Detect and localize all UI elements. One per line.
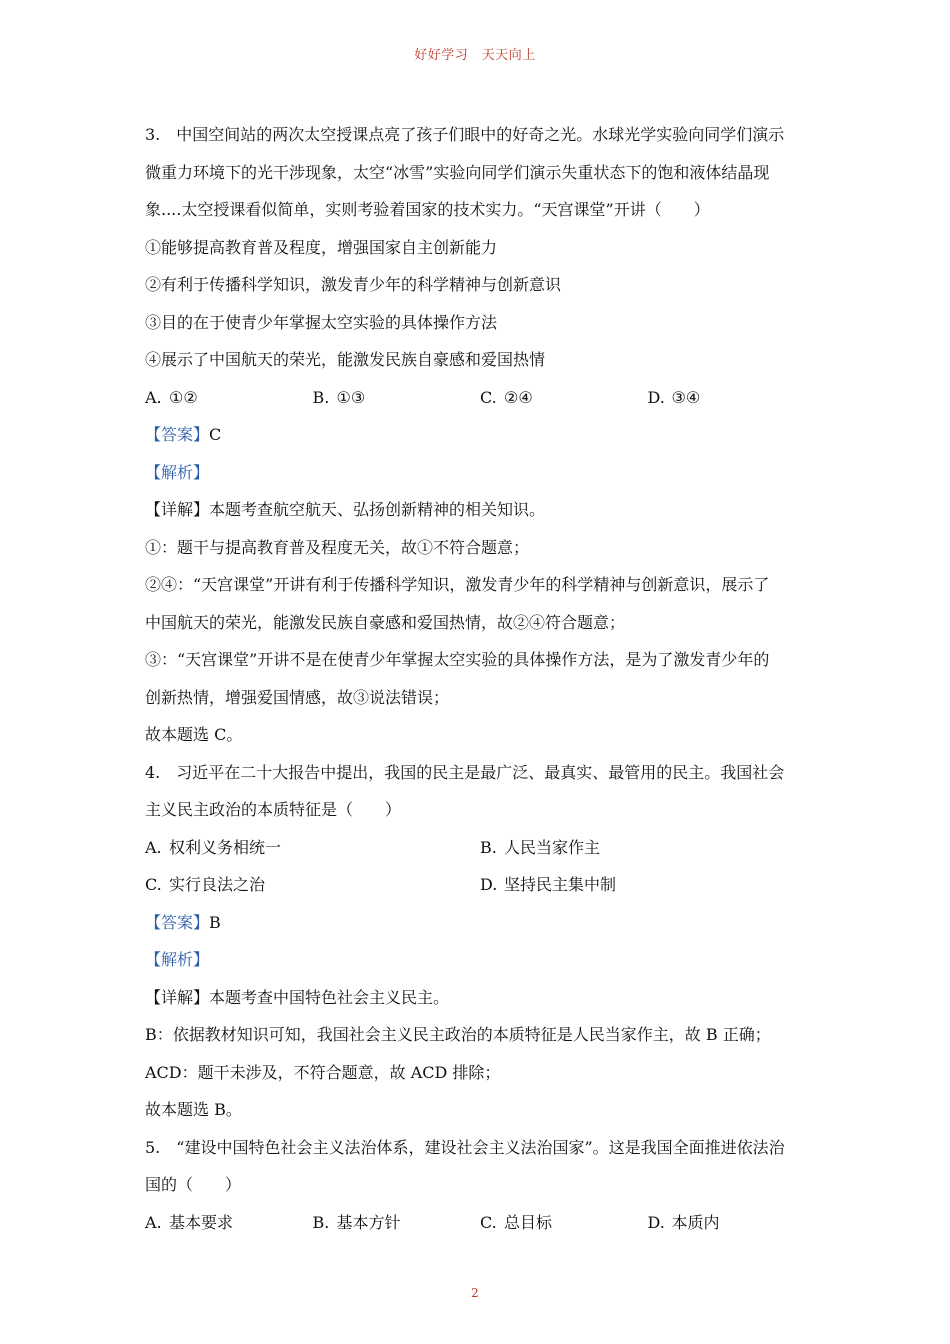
q4-explain-2: ACD：题干未涉及，不符合题意，故 ACD 排除； <box>145 1062 501 1082</box>
answer-tag: 【答案】 <box>145 912 210 932</box>
q4-option-d: D. 坚持民主集中制 <box>480 875 617 894</box>
answer-value: C <box>209 425 222 444</box>
q4-options-row-1 <box>145 829 815 867</box>
q3-item-3: ③目的在于使青少年掌握太空实验的具体操作方法 <box>145 312 498 332</box>
q4-answer <box>145 904 815 942</box>
q5-stem-line-1: 5. “建设中国特色社会主义法治体系，建设社会主义法治国家”。这是我国全面推进依法治 <box>145 1137 785 1157</box>
q3-options <box>145 379 815 417</box>
q3-analysis-tag: 【解析】 <box>145 462 210 482</box>
answer-tag: 【答案】 <box>145 425 210 444</box>
q3-option-c: C. ②④ <box>480 387 533 407</box>
q3-item-2: ②有利于传播科学知识，激发青少年的科学精神与创新意识 <box>145 275 562 294</box>
q4-option-a: A. 权利义务相统一 <box>145 837 282 857</box>
q4-option-c: C. 实行良法之治 <box>145 875 266 894</box>
q3-explain-1: ①：题干与提高教育普及程度无关，故①不符合题意； <box>145 537 530 557</box>
q3-explain-2: ②④：“天宫课堂”开讲有利于传播科学知识，激发青少年的科学精神与创新意识，展示了 <box>145 575 770 594</box>
q3-explain-6: 故本题选 C。 <box>145 725 243 744</box>
q5-option-a: A. 基本要求 <box>145 1212 234 1232</box>
q3-item-4: ④展示了中国航天的荣光，能激发民族自豪感和爱国热情 <box>145 350 546 369</box>
page-header-motto: 好好学习 天天向上 <box>414 48 536 63</box>
q3-option-b: B. ①③ <box>312 387 366 407</box>
q4-analysis-tag: 【解析】 <box>145 950 210 969</box>
q3-explain-5: 创新热情，增强爱国情感，故③说法错误； <box>145 687 450 707</box>
q4-explain-3: 故本题选 B。 <box>145 1100 242 1119</box>
q3-option-a: A. ①② <box>145 387 198 407</box>
q3-explain-4: ③：“天宫课堂”开讲不是在使青少年掌握太空实验的具体操作方法，是为了激发青少年的 <box>145 650 770 669</box>
q3-stem-line-1: 3. 中国空间站的两次太空授课点亮了孩子们眼中的好奇之光。水球光学实验向同学们演示 <box>145 125 785 144</box>
detail-tag: 【详解】 <box>145 500 210 519</box>
q4-stem-line-1: 4. 习近平在二十大报告中提出，我国的民主是最广泛、最真实、最管用的民主。我国社会 <box>145 762 785 782</box>
q3-answer <box>145 416 815 454</box>
q4-options-row-2 <box>145 866 815 904</box>
q3-stem-line-3: 象....太空授课看似简单，实则考验着国家的技术实力。“天宫课堂”开讲（ ） <box>145 200 710 219</box>
answer-value: B <box>209 912 221 932</box>
q3-option-d: D. ③④ <box>647 387 701 407</box>
q3-explain-3: 中国航天的荣光，能激发民族自豪感和爱国热情，故②④符合题意； <box>145 612 626 632</box>
document-body <box>145 116 815 1241</box>
page-number: 2 <box>471 1286 479 1300</box>
q3-stem-line-2: 微重力环境下的光干涉现象，太空“冰雪”实验向同学们演示失重状态下的饱和液体结晶现 <box>145 162 770 182</box>
q5-stem-line-2: 国的（ ） <box>145 1175 242 1194</box>
q4-explain-1: B：依据教材知识可知，我国社会主义民主政治的本质特征是人民当家作主，故 B 正确； <box>145 1025 771 1044</box>
q4-detail: 【详解】本题考查中国特色社会主义民主。 <box>145 987 450 1007</box>
q4-option-b: B. 人民当家作主 <box>480 837 601 857</box>
q5-option-c: C. 总目标 <box>480 1212 553 1232</box>
q5-options <box>145 1204 815 1242</box>
q5-option-b: B. 基本方针 <box>312 1212 401 1232</box>
q4-stem-line-2: 主义民主政治的本质特征是（ ） <box>145 800 402 819</box>
detail-tag: 【详解】 <box>145 987 210 1007</box>
q3-item-1: ①能够提高教育普及程度，增强国家自主创新能力 <box>145 237 498 257</box>
q5-option-d: D. 本质内 <box>647 1212 720 1232</box>
q3-detail: 【详解】本题考查航空航天、弘扬创新精神的相关知识。 <box>145 500 546 519</box>
